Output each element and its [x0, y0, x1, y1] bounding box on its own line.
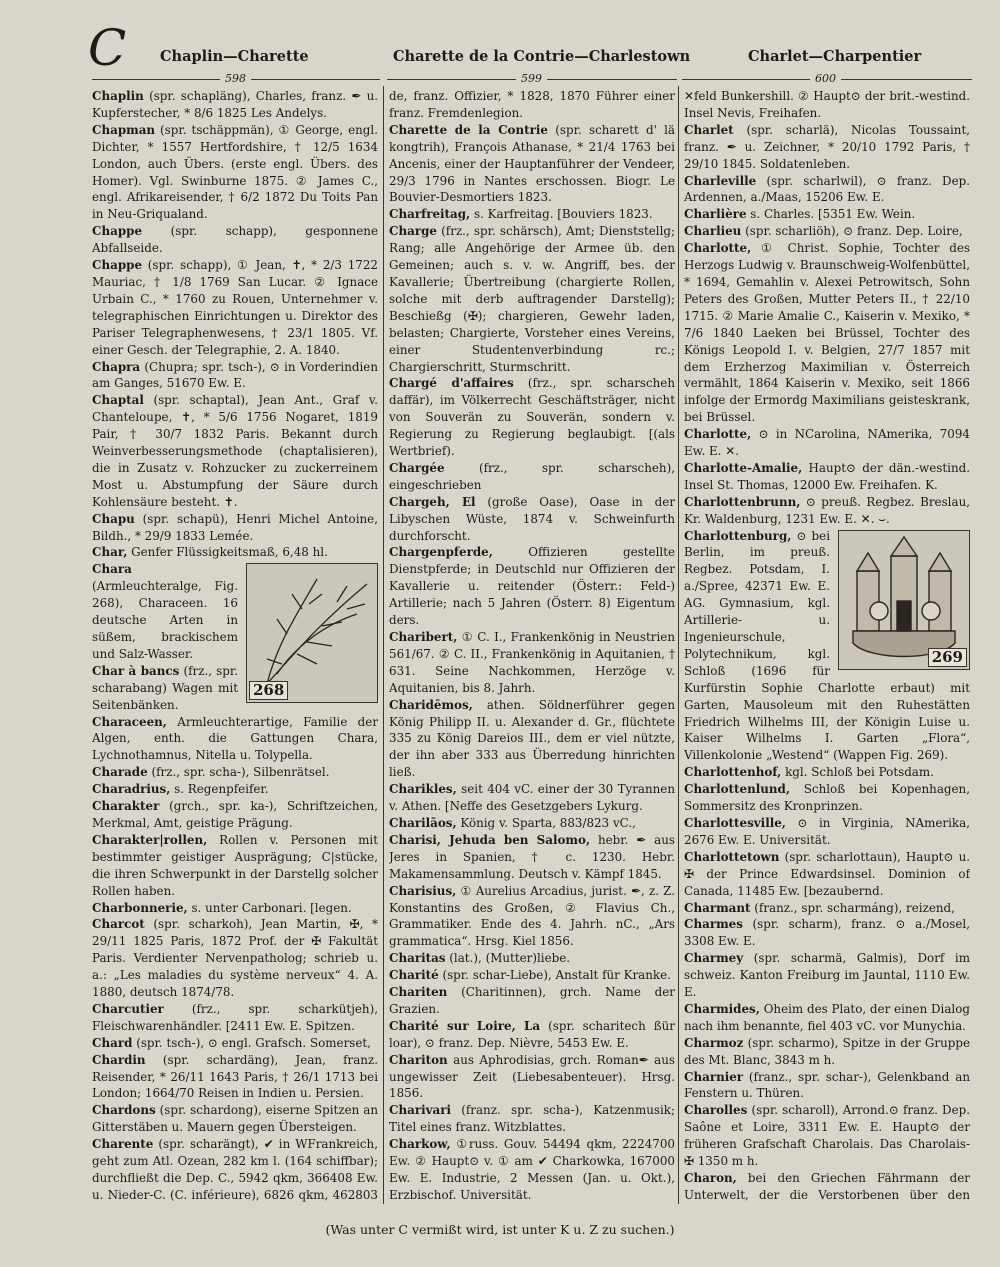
- entry-text: (spr. schar-Liebe), Anstalt für Kranke.: [442, 968, 671, 983]
- entry-text: (spr. schapp), ① Jean, ✝, * 2/3 1722 Mauriac, † 1/8 1769 San Lucar. ② Ignace Urbain C., * 1760 zu Rouen, Unternehmer v. telegraphischen Einrichtungen u. Direktor des Pariser Telegraphenwesens, † 23/1 1805. Vf. einer Gesch. der Telegraphie, 2. A. 1840.: [92, 258, 378, 357]
- entry-text: aus Aphrodisias, grch. Roman✒ aus ungewisser Zeit (Liebesabenteuer). Hrsg. 1856.: [389, 1052, 675, 1101]
- dictionary-entry: [92, 1102, 378, 1136]
- entry-text: ⊙ preuß. Regbez. Breslau, Kr. Waldenburg, 1231 Ew. E. ✕. ⌣.: [684, 494, 970, 526]
- entry-text: s. Charles. [5351 Ew. Wein.: [750, 207, 916, 222]
- dictionary-entry: [92, 257, 378, 358]
- dictionary-entry: [684, 1102, 970, 1170]
- dictionary-entry: [684, 460, 970, 494]
- entry-text: ✕feld Bunkershill. ② Haupt⊙ der brit.-westind. Insel Nevis, Freihafen.: [684, 89, 970, 120]
- entry-headword: Chargenpferde,: [389, 545, 493, 560]
- entry-text: (Charitinnen), grch. Name der Grazien.: [389, 985, 675, 1016]
- entry-headword: Charleville: [684, 173, 757, 188]
- header-right: Charlet—Charpentier: [748, 48, 922, 65]
- figure-chara-alga: [246, 563, 378, 703]
- entry-text: kgl. Schloß bei Potsdam.: [785, 765, 934, 780]
- entry-text: (spr. scharlwil), ⊙ franz. Dep. Ardennen, a./Maas, 15206 Ew. E.: [684, 173, 970, 205]
- dictionary-entry: [684, 1001, 970, 1035]
- entry-text: (spr. scharett d' lä kongtrih), François Athanase, * 21/4 1763 bei Ancenis, einer der Hauptanführer der Vendeer, 29/3 1796 in Nantes erschossen. Biogr. Le Bouvier-Desmortiers 1823.: [389, 122, 675, 205]
- entry-headword: Charlet: [684, 122, 734, 137]
- entry-text: s. Regenpfeifer.: [174, 782, 269, 797]
- dictionary-entry: [92, 832, 378, 900]
- dictionary-entry: [92, 359, 378, 393]
- entry-headword: Charibert,: [389, 630, 458, 644]
- entry-text: (spr. scharliöh), ⊙ franz. Dep. Loire,: [745, 224, 963, 239]
- entry-headword: Chardons: [92, 1103, 156, 1118]
- entry-text: (lat.), (Mutter)liebe.: [449, 951, 571, 966]
- dictionary-entry: [92, 798, 378, 832]
- dictionary-entry: [389, 375, 675, 460]
- dictionary-entry: [92, 122, 378, 223]
- entry-text: ① Christ. Sophie, Tochter des Herzogs Ludwig v. Braunschweig-Wolfenbüttel, * 1694, Gemahlin v. Alexei Petrowitsch, Sohn Peters des Großen, Mutter Peters II., † 22/10 1715. ② Marie Amalie C., Kaiserin v. Mexiko, * 7/6 1840 Laeken bei Brüssel, Tochter des Königs Leopold I. v. Belgien, 27/7 1857 mit dem Erzherzog Maximilian v. Österreich vermählt, 1864 Kaiserin v. Mexiko, seit 1866 infolge der Ermordg Maximilians geisteskrank, bei Brüssel.: [684, 241, 970, 425]
- entry-text: ①russ. Gouv. 54494 qkm, 2224700 Ew. ② Haupt⊙ v. ① am ✔ Charkowka, 167000 Ew. E. Industrie, 2 Messen (Jan. u. Okt.), Erzbischof. Universität.: [389, 1137, 675, 1202]
- column-divider: [383, 86, 384, 1204]
- entry-headword: Charlotte,: [684, 241, 752, 256]
- dictionary-entry: [92, 781, 378, 798]
- column-center: [389, 88, 675, 1203]
- dictionary-entry: [684, 950, 970, 1001]
- entry-headword: Charité: [389, 968, 439, 983]
- dictionary-entry: [389, 1018, 675, 1052]
- entry-headword: Charisius,: [389, 883, 457, 898]
- entry-headword: Charnier: [684, 1069, 744, 1084]
- entry-headword: Chargé d'affaires: [389, 376, 514, 391]
- dictionary-entry: [389, 967, 675, 984]
- dictionary-entry: [389, 1136, 675, 1203]
- entry-text: (franz., spr. schar-), Gelenkband an Fenstern u. Thüren.: [684, 1069, 970, 1101]
- entry-headword: Chariton: [389, 1052, 448, 1067]
- dictionary-entry: [684, 764, 970, 781]
- entry-text: Offizieren gestellte Dienstpferde; in Deutschld nur Offizieren der Kavallerie u. reitender (Österr.: Feld-) Artillerie; nach 5 Jahren (Österr. 8) Eigentum ders.: [389, 545, 675, 628]
- entry-headword: Chapu: [92, 511, 135, 526]
- dictionary-entry: [389, 122, 675, 207]
- entry-headword: Charlottenhof,: [684, 765, 782, 780]
- dictionary-entry: [92, 916, 378, 1001]
- footer-note: (Was unter C vermißt wird, ist unter K u. Z zu suchen.): [325, 1222, 675, 1237]
- entry-headword: Charge: [389, 224, 437, 239]
- entry-text: Schloß bei Kopenhagen, Sommersitz des Kronprinzen.: [684, 782, 970, 814]
- entry-text: (frz., spr. scharscheh daffär), im Völkerrecht Geschäftsträger, nicht von Souverän zu Souverän, sondern v. Regierung zu Regierung beglaubigt. [(als Wertbrief).: [389, 376, 675, 459]
- entry-text: s. unter Carbonari. [legen.: [191, 900, 352, 915]
- entry-headword: Charitas: [389, 951, 446, 966]
- entry-headword: Charolles: [684, 1103, 748, 1118]
- column-divider: [678, 86, 679, 1204]
- dictionary-entry: [389, 832, 675, 883]
- entry-headword: Charette de la Contrie: [389, 122, 548, 137]
- entry-text: ① Aurelius Arcadius, jurist. ✒, z. Z. Konstantins des Großen, ② Flavius Ch., Grammatiker. Ende des 4. Jahrh. nC., „Ars grammatica“. Hrsg. Kiel 1856.: [389, 883, 675, 949]
- entry-headword: Charmoz: [684, 1035, 744, 1050]
- entry-text: (spr. scharoll), Arrond.⊙ franz. Dep. Saône et Loire, 3311 Ew. E. Haupt⊙ der früheren Grafschaft Charolais. Das Charolais-✠ 1350 m h.: [684, 1103, 970, 1169]
- entry-text: (Chupra; spr. tsch-), ⊙ in Vorderindien am Ganges, 51670 Ew. E.: [92, 359, 378, 391]
- dictionary-entry: [92, 88, 378, 122]
- entry-headword: Chaplin: [92, 89, 144, 103]
- page-number-left: 598: [220, 72, 251, 85]
- entry-text: (spr. schardäng), Jean, franz. Reisender, * 26/11 1643 Paris, † 26/1 1713 bei London; 1664/70 Reisen in Indien u. Persien.: [92, 1052, 378, 1101]
- entry-headword: Chappe: [92, 224, 143, 239]
- dictionary-entry: [389, 781, 675, 815]
- entry-headword: Charkow,: [389, 1137, 451, 1152]
- dictionary-entry: [92, 223, 378, 257]
- entry-text: (grch., spr. ka-), Schriftzeichen, Merkmal, Amt, geistige Prägung.: [92, 799, 378, 830]
- entry-headword: Charlotte-Amalie,: [684, 460, 803, 475]
- entry-text: (Armleuchteralge, Fig. 268), Characeen. 16 deutsche Arten in süßem, brackischem und Salz-Wasser.: [92, 579, 238, 661]
- entry-headword: Chardin: [92, 1052, 146, 1067]
- entry-headword: Charfreitag,: [389, 207, 471, 222]
- entry-headword: Chaptal: [92, 393, 144, 408]
- entry-headword: Charlieu: [684, 224, 742, 239]
- entry-text: (franz. spr. scha-), Katzenmusik; Titel eines franz. Witzblattes.: [389, 1103, 675, 1135]
- dictionary-entry: [389, 223, 675, 375]
- entry-headword: Charakter: [92, 799, 160, 814]
- dictionary-entry: [92, 511, 378, 545]
- dictionary-entry: [684, 223, 970, 240]
- entry-text: (spr. scharlottaun), Haupt⊙ u. ✠ der Prince Edwardsinsel. Dominion of Canada, 11485 Ew. [bezaubernd.: [684, 849, 970, 898]
- dictionary-entry: [389, 815, 675, 832]
- entry-text: Armleuchterartige, Familie der Algen, enth. die Gattungen Chara, Lychnothamnus, Nitella u. Tolypella.: [92, 714, 378, 763]
- entry-headword: Charmides,: [684, 1001, 760, 1016]
- entry-text: (spr. scharm), franz. ⊙ a./Mosel, 3308 Ew. E.: [684, 917, 970, 949]
- entry-text: Genfer Flüssigkeitsmaß, 6,48 hl.: [131, 545, 328, 560]
- column-left: [92, 88, 378, 1203]
- dictionary-entry: [389, 460, 675, 494]
- entry-headword: Chapman: [92, 122, 156, 137]
- entry-headword: Chargeh, El: [389, 494, 476, 509]
- section-letter: C: [88, 19, 127, 77]
- entry-headword: Char à bancs: [92, 663, 180, 678]
- dictionary-entry: [92, 1035, 378, 1052]
- dictionary-entry: [92, 1052, 378, 1103]
- dictionary-entry: [92, 392, 378, 510]
- dictionary-entry: [389, 88, 675, 122]
- entry-text: (frz., spr. scharscheh), eingeschrieben: [389, 460, 675, 492]
- entry-headword: Charente: [92, 1137, 154, 1152]
- dictionary-entry: [684, 122, 970, 173]
- dictionary-entry: [389, 697, 675, 782]
- dictionary-entry: [684, 173, 970, 207]
- entry-text: (spr. tsch-), ⊙ engl. Grafsch. Somerset,: [136, 1035, 371, 1050]
- entry-text: (spr. scharlä), Nicolas Toussaint, franz. ✒ u. Zeichner, * 20/10 1792 Paris, † 29/10 1845. Soldatenleben.: [684, 122, 970, 171]
- dictionary-entry: [389, 494, 675, 545]
- figure-charlottenburg-coat-of-arms: [838, 530, 970, 670]
- dictionary-entry: [684, 815, 970, 849]
- dictionary-entry: [684, 240, 970, 426]
- dictionary-entry: [389, 950, 675, 967]
- page-number-center: 599: [516, 72, 547, 85]
- dictionary-entry: [684, 88, 970, 122]
- entry-text: Haupt⊙ der dän.-westind. Insel St. Thomas, 12000 Ew. Freihafen. K.: [684, 460, 970, 492]
- entry-headword: Charon,: [684, 1171, 737, 1185]
- entry-text: bei den Griechen Fährmann der Unterwelt, der die Verstorbenen über den: [684, 1171, 970, 1202]
- dictionary-entry: [684, 1069, 970, 1103]
- entry-headword: Charlière: [684, 207, 747, 222]
- figure-number: 268: [249, 681, 288, 700]
- dictionary-entry: [684, 206, 970, 223]
- dictionary-entry: [92, 1136, 378, 1203]
- entry-text: König v. Sparta, 883/823 vC.,: [460, 815, 636, 830]
- entry-text: (spr. scharkoh), Jean Martin, ✠, * 29/11 1825 Paris, 1872 Prof. der ✠ Fakultät Paris. Verdienter Nervenpatholog; schrieb u. a.: „Les maladies du système nerveux“ 4. A. 1880, deutsch 1874/78.: [92, 917, 378, 1000]
- entry-headword: Characeen,: [92, 714, 167, 729]
- entry-headword: Charisi, Jehuda ben Salomo,: [389, 832, 591, 847]
- entry-text: (große Oase), Oase in der Libyschen Wüste, 1874 v. Schweinfurth durchforscht.: [389, 494, 675, 543]
- entry-headword: Charadrius,: [92, 782, 171, 797]
- entry-text: (spr. schapp), gesponnene Abfallseide.: [92, 224, 378, 256]
- entry-headword: Charlottenburg,: [684, 528, 792, 543]
- entry-text: ⊙ bei Berlin, im preuß. Regbez. Potsdam, I. a./Spree, 42371 Ew. E. AG. Gymnasium, kgl. Artillerie- u. Ingenieurschule, Polytechnikum, kgl. Schloß (1696 für Kurfürstin Sophie Charlotte erbaut) mit Garten, Mausoleum mit den Ruhestätten Friedrich Wilhelms III, der Königin Luise u. Kaiser Wilhelms I. Garten „Flora“, Villenkolonie „Westend“ (Wappen Fig. 269).: [684, 528, 970, 763]
- entry-text: s. Karfreitag. [Bouviers 1823.: [473, 207, 653, 222]
- dictionary-entry: [389, 206, 675, 223]
- entry-headword: Chappe: [92, 258, 143, 273]
- entry-headword: Charlottetown: [684, 849, 780, 864]
- entry-headword: Charlottenlund,: [684, 782, 790, 797]
- dictionary-entry: [389, 1052, 675, 1103]
- dictionary-entry: [389, 544, 675, 629]
- page-number-right: 600: [810, 72, 841, 85]
- dictionary-entry: [684, 494, 970, 528]
- entry-text: de, franz. Offizier, * 1828, 1870 Führer einer franz. Fremdenlegion.: [389, 89, 675, 120]
- dictionary-entry: [684, 781, 970, 815]
- entry-headword: Charakter|rollen,: [92, 832, 208, 847]
- entry-headword: Char,: [92, 545, 128, 560]
- entry-headword: Charmant: [684, 900, 751, 915]
- entry-text: ① C. I., Frankenkönig in Neustrien 561/67. ② C. II., Frankenkönig in Aquitanien, † 631. Seine Nachkommen, Herzöge v. Aquitanien, bis 8. Jahrh.: [389, 630, 675, 695]
- entry-headword: Charlottenbrunn,: [684, 494, 801, 509]
- entry-text: ⊙ in Virginia, NAmerika, 2676 Ew. E. Universität.: [684, 815, 970, 847]
- entry-text: (spr. schapü), Henri Michel Antoine, Bildh., * 29/9 1833 Lemée.: [92, 511, 378, 543]
- dictionary-entry: [389, 629, 675, 697]
- entry-headword: Chargée: [389, 460, 445, 475]
- entry-headword: Charlottesville,: [684, 815, 786, 830]
- entry-text: (franz., spr. scharmáng), reizend,: [754, 900, 955, 915]
- entry-headword: Charivari: [389, 1103, 451, 1118]
- entry-text: (spr. scharmo), Spitze in der Gruppe des Mt. Blanc, 3843 m h.: [684, 1035, 970, 1067]
- dictionary-entry: [92, 1001, 378, 1035]
- entry-text: (frz., spr. scharkütjeh), Fleischwarenhändler. [2411 Ew. E. Spitzen.: [92, 1001, 378, 1033]
- dictionary-entry: [389, 1102, 675, 1136]
- entry-headword: Charilāos,: [389, 815, 457, 830]
- entry-text: (spr. scharängt), ✔ in WFrankreich, geht zum Atl. Ozean, 282 km l. (164 schiffbar); durchfließt die Dep. C., 5942 qkm, 366408 Ew. u. Nieder-C. (C. inférieure), 6826 qkm, 462803: [92, 1137, 378, 1202]
- entry-headword: Chara: [92, 562, 132, 577]
- entry-headword: Charmes: [684, 917, 743, 932]
- header-center: Charette de la Contrie—Charlestown: [393, 48, 691, 65]
- entry-headword: Charcutier: [92, 1001, 164, 1016]
- dictionary-entry: [684, 1035, 970, 1069]
- entry-headword: Charcot: [92, 917, 145, 932]
- entry-headword: Charité sur Loire, La: [389, 1018, 541, 1033]
- entry-headword: Chapra: [92, 359, 141, 374]
- entry-text: seit 404 vC. einer der 30 Tyrannen v. Athen. [Neffe des Gesetzgebers Lykurg.: [389, 782, 675, 814]
- entry-text: (frz., spr. scharabang) Wagen mit Seitenbänken.: [92, 663, 239, 712]
- dictionary-entry: [92, 714, 378, 765]
- entry-text: (frz., spr. scha-), Silbenrätsel.: [151, 765, 330, 780]
- dictionary-entry: [684, 849, 970, 900]
- entry-headword: Chard: [92, 1035, 133, 1050]
- entry-headword: Chariten: [389, 985, 448, 1000]
- entry-text: (frz., spr. schärsch), Amt; Dienststellg; Rang; alle Angehörige der Armee üb. den Gemeinen; auch s. v. w. Angriff, bes. der Kavallerie; Übertreibung (chargierte Rollen, solche mit derb auftragender Darstellg); Beschießg (✠); chargieren, Gewehr laden, belasten; Chargierte, Vorsteher eines Vereins, einer Studentenverbindung rc.; Chargierschritt, Sturmschritt.: [389, 224, 675, 374]
- entry-text: ⊙ in NCarolina, NAmerika, 7094 Ew. E. ✕.: [684, 427, 970, 459]
- dictionary-entry: [389, 984, 675, 1018]
- entry-headword: Charade: [92, 765, 148, 780]
- entry-text: Oheim des Plato, der einen Dialog nach ihm benannte, fiel 403 vC. vor Munychia.: [684, 1001, 970, 1033]
- entry-text: hebr. ✒ aus Jeres in Spanien, † c. 1230. Hebr. Makamensammlung. Deutsch v. Kämpf 1845.: [389, 832, 675, 881]
- column-right: [684, 88, 970, 1203]
- entry-headword: Charbonnerie,: [92, 900, 188, 915]
- entry-headword: Charikles,: [389, 782, 457, 797]
- dictionary-entry: [389, 883, 675, 951]
- entry-text: athen. Söldnerführer gegen König Philipp II. u. Alexander d. Gr., flüchtete 335 zu König Dareios III., dem er viel nützte, der ihn aber 333 aus Überredung hinrichten ließ.: [389, 697, 675, 780]
- entry-headword: Charmey: [684, 951, 744, 966]
- entry-text: Rollen v. Personen mit bestimmter geistiger Ausprägung; C|stücke, die ihren Schwerpunkt in der Darstellg solcher Rollen haben.: [92, 832, 378, 898]
- entry-headword: Charidēmos,: [389, 697, 473, 712]
- entry-text: (spr. scharmä, Galmis), Dorf im schweiz. Kanton Freiburg im Jauntal, 1110 Ew. E.: [684, 951, 970, 1000]
- dictionary-entry: [684, 916, 970, 950]
- entry-text: (spr. scharitech ßür loar), ⊙ franz. Dep. Nièvre, 5453 Ew. E.: [389, 1018, 675, 1050]
- dictionary-entry: [684, 900, 970, 917]
- entry-text: (spr. schapläng), Charles, franz. ✒ u. Kupferstecher, * 8/6 1825 Les Andelys.: [92, 89, 378, 120]
- entry-text: (spr. schardong), eiserne Spitzen an Gitterstäben u. Mauern gegen Übersteigen.: [92, 1103, 378, 1135]
- dictionary-entry: [92, 544, 378, 561]
- dictionary-entry: [92, 900, 378, 917]
- header-left: Chaplin—Charette: [160, 48, 309, 65]
- entry-headword: Charlotte,: [684, 427, 752, 442]
- dictionary-entry: [92, 764, 378, 781]
- dictionary-entry: [684, 426, 970, 460]
- dictionary-entry: [684, 1170, 970, 1203]
- figure-number: 269: [928, 648, 967, 667]
- entry-text: (spr. tschäppmän), ① George, engl. Dichter, * 1557 Hertfordshire, † 12/5 1634 London, auch Übers. (erste engl. Übers. des Homer). Vgl. Swinburne 1875. ② James C., engl. Afrikareisender, † 6/2 1872 Du Toits Pan in Neu-Griqualand.: [92, 122, 378, 222]
- entry-text: (spr. schaptal), Jean Ant., Graf v. Chanteloupe, ✝, * 5/6 1756 Nogaret, 1819 Pair, † 30/7 1832 Paris. Bekannt durch Weinverbesserungsmethode (chaptalisieren), die in Zusatz v. Rohzucker zu zuckerreinem Most u. Abstumpfung der Säure durch Kohlensäure besteht. ✝.: [92, 393, 378, 509]
